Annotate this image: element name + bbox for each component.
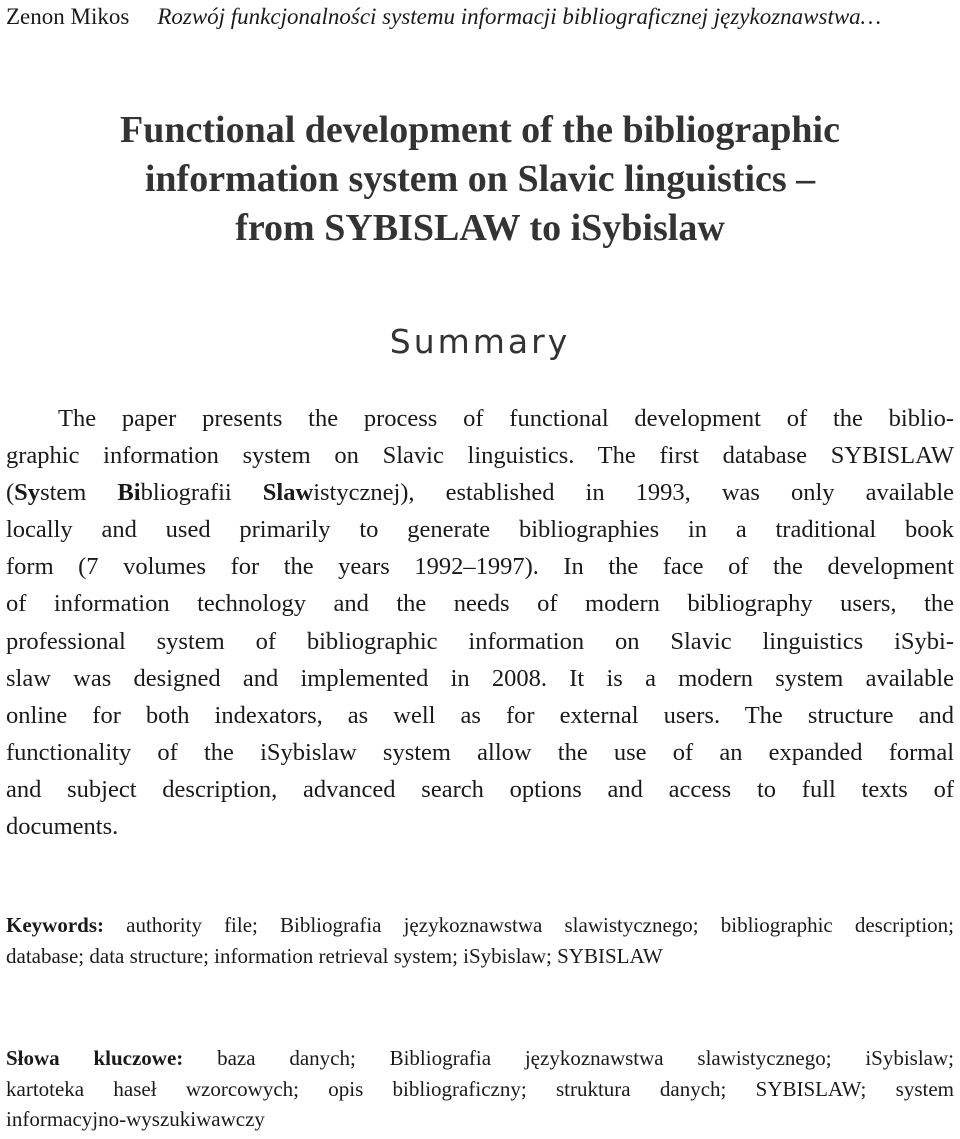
keywords-text: authority file; Bibliografia językoznawstwa slawistycznego; bibliographic description; [126, 913, 954, 937]
title-line: Functional development of the bibliographic [120, 109, 840, 151]
abstract-line: slaw was designed and implemented in 2008. It is a modern system available [6, 664, 954, 692]
summary-heading: Summary [389, 322, 571, 361]
abstract-line: locally and used primarily to generate bibliographies in a traditional book [6, 516, 954, 544]
acronym-sy: Sy [14, 479, 41, 507]
abstract-line: functionality of the iSybislaw system allow the use of an expanded formal [6, 738, 954, 766]
slowa-kluczowe-label: Słowa kluczowe: [6, 1046, 184, 1070]
abstract-line: online for both indexators, as well as for external users. The structure and [6, 701, 954, 729]
abstract-text: ( [6, 479, 15, 507]
title-line: information system on Slavic linguistics – [144, 158, 816, 200]
slowa-kluczowe-section [6, 1043, 954, 1135]
abstract-line: form (7 volumes for the years 1992–1997). In the face of the development [6, 553, 954, 581]
acronym-slaw: Slaw [262, 479, 314, 507]
acronym-bi: Bi [117, 479, 141, 507]
abstract-text: stem [40, 479, 118, 507]
keywords-line [6, 910, 954, 941]
title-line: from SYBISLAW to iSybislaw [235, 207, 725, 249]
abstract-line [6, 474, 954, 511]
running-header [6, 2, 956, 32]
abstract-line: The paper presents the process of functional development of the biblio- [58, 405, 954, 432]
keywords-section [6, 910, 954, 972]
abstract-line: graphic information system on Slavic linguistics. The first database SYBISLAW [6, 442, 954, 470]
keywords-line: database; data structure; information retrieval system; iSybislaw; SYBISLAW [6, 944, 663, 968]
summary-abstract [6, 400, 954, 845]
abstract-text: istycznej), established in 1993, was only available [313, 479, 955, 507]
slowa-line: informacyjno-wyszukiwawczy [6, 1107, 265, 1131]
abstract-line: documents. [6, 813, 119, 841]
header-short-title: Rozwój funkcjonalności systemu informacji bibliograficznej językoznawstwa… [157, 4, 882, 29]
slowa-line [6, 1043, 954, 1074]
abstract-line: of information technology and the needs of modern bibliography users, the [6, 590, 954, 618]
paper-title [0, 106, 960, 253]
slowa-line: kartoteka haseł wzorcowych; opis bibliograficzny; struktura danych; SYBISLAW; system [6, 1076, 954, 1101]
keywords-label: Keywords: [6, 913, 104, 937]
abstract-text: bliografii [140, 479, 263, 507]
slowa-text: baza danych; Bibliografia językoznawstwa slawistycznego; iSybislaw; [217, 1046, 955, 1070]
abstract-line: and subject description, advanced search options and access to full texts of [6, 775, 954, 803]
abstract-line: professional system of bibliographic information on Slavic linguistics iSybi- [6, 627, 954, 655]
header-author: Zenon Mikos [6, 4, 130, 29]
